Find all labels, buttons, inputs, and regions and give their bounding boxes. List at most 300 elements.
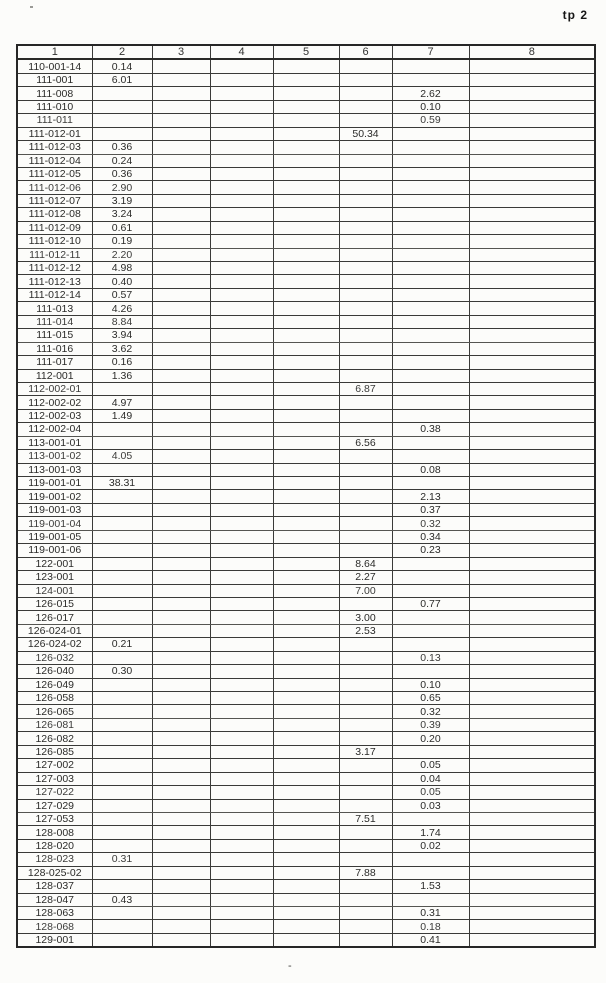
value-cell [392,194,469,207]
value-cell [469,544,595,557]
value-cell: 2.53 [339,624,392,637]
row-id-cell: 111-017 [17,356,92,369]
value-cell [273,517,339,530]
value-cell [392,382,469,395]
value-cell [339,141,392,154]
value-cell [152,181,210,194]
value-cell [273,718,339,731]
value-cell [152,208,210,221]
value-cell [469,262,595,275]
row-id-cell: 119-001-01 [17,477,92,490]
value-cell [469,557,595,570]
value-cell [210,557,273,570]
table-row [17,100,595,113]
value-cell [392,853,469,866]
row-id-cell: 112-002-01 [17,382,92,395]
value-cell [273,221,339,234]
value-cell [392,436,469,449]
row-id-cell: 111-012-07 [17,194,92,207]
value-cell [339,73,392,86]
value-cell [92,436,152,449]
value-cell [273,87,339,100]
value-cell [92,382,152,395]
value-cell [210,181,273,194]
value-cell: 0.24 [92,154,152,167]
row-id-cell: 126-017 [17,611,92,624]
value-cell [210,812,273,825]
value-cell: 1.36 [92,369,152,382]
value-cell [92,880,152,893]
value-cell [469,490,595,503]
row-id-cell: 126-024-02 [17,638,92,651]
value-cell: 0.05 [392,786,469,799]
value-cell [469,342,595,355]
row-id-cell: 111-012-10 [17,235,92,248]
row-id-cell: 111-012-08 [17,208,92,221]
value-cell [152,718,210,731]
value-cell [273,772,339,785]
value-cell [273,114,339,127]
value-cell [210,87,273,100]
value-cell [392,665,469,678]
row-id-cell: 124-001 [17,584,92,597]
table-row [17,423,595,436]
value-cell [469,275,595,288]
value-cell [273,288,339,301]
value-cell [469,678,595,691]
row-id-cell: 112-001 [17,369,92,382]
value-cell [152,678,210,691]
value-cell [339,248,392,261]
value-cell [273,315,339,328]
value-cell [273,141,339,154]
value-cell [152,154,210,167]
row-id-cell: 111-012-12 [17,262,92,275]
value-cell [210,369,273,382]
value-cell [210,799,273,812]
value-cell [210,423,273,436]
column-header-5: 5 [273,45,339,59]
value-cell [152,396,210,409]
value-cell: 6.87 [339,382,392,395]
value-cell [339,342,392,355]
row-id-cell: 111-016 [17,342,92,355]
value-cell [152,839,210,852]
value-cell [210,275,273,288]
value-cell [273,544,339,557]
column-header-2: 2 [92,45,152,59]
row-id-cell: 111-012-03 [17,141,92,154]
value-cell [339,329,392,342]
value-cell [273,705,339,718]
table-row [17,651,595,664]
row-id-cell: 110-001-14 [17,59,92,73]
table-row [17,436,595,449]
row-id-cell: 126-049 [17,678,92,691]
row-id-cell: 128-025-02 [17,866,92,879]
value-cell [339,544,392,557]
table-row [17,786,595,799]
value-cell [339,87,392,100]
value-cell [152,584,210,597]
value-cell [273,248,339,261]
table-row [17,342,595,355]
value-cell [210,127,273,140]
value-cell: 2.20 [92,248,152,261]
value-cell [469,87,595,100]
value-cell: 7.51 [339,812,392,825]
value-cell [469,100,595,113]
table-row [17,665,595,678]
value-cell [152,477,210,490]
value-cell: 3.19 [92,194,152,207]
value-cell [469,288,595,301]
value-cell [210,409,273,422]
table-row [17,409,595,422]
value-cell [469,920,595,933]
row-id-cell: 119-001-05 [17,530,92,543]
value-cell [210,114,273,127]
row-id-cell: 113-001-02 [17,450,92,463]
value-cell: 2.62 [392,87,469,100]
value-cell [92,759,152,772]
value-cell [273,235,339,248]
value-cell [469,786,595,799]
value-cell: 0.31 [92,853,152,866]
value-cell [273,933,339,947]
table-row [17,933,595,947]
value-cell: 0.10 [392,678,469,691]
value-cell [392,477,469,490]
value-cell [392,611,469,624]
value-cell [92,705,152,718]
value-cell [339,288,392,301]
table-row [17,799,595,812]
value-cell [152,812,210,825]
value-cell [210,839,273,852]
value-cell [273,678,339,691]
value-cell [210,732,273,745]
value-cell [392,624,469,637]
value-cell [210,880,273,893]
table-row [17,812,595,825]
row-id-cell: 128-047 [17,893,92,906]
value-cell: 3.94 [92,329,152,342]
value-cell [152,853,210,866]
table-row [17,396,595,409]
value-cell [152,665,210,678]
value-cell [210,718,273,731]
value-cell [210,248,273,261]
value-cell [339,167,392,180]
value-cell [273,920,339,933]
table-row [17,678,595,691]
value-cell [152,624,210,637]
row-id-cell: 119-001-06 [17,544,92,557]
value-cell [210,692,273,705]
value-cell [392,221,469,234]
value-cell [469,315,595,328]
value-cell [469,893,595,906]
table-row [17,759,595,772]
value-cell [152,745,210,758]
table-row [17,718,595,731]
row-id-cell: 126-015 [17,597,92,610]
value-cell [273,638,339,651]
value-cell [469,732,595,745]
row-id-cell: 113-001-01 [17,436,92,449]
value-cell [210,315,273,328]
value-cell [92,745,152,758]
value-cell: 4.97 [92,396,152,409]
value-cell [273,73,339,86]
value-cell [210,221,273,234]
value-cell [210,436,273,449]
row-id-cell: 122-001 [17,557,92,570]
value-cell [339,651,392,664]
value-cell [152,799,210,812]
value-cell [339,839,392,852]
row-id-cell: 111-013 [17,302,92,315]
value-cell [210,705,273,718]
value-cell: 38.31 [92,477,152,490]
table-row [17,167,595,180]
value-cell [210,100,273,113]
value-cell [92,611,152,624]
value-cell [210,194,273,207]
value-cell [392,356,469,369]
value-cell [273,624,339,637]
value-cell [210,665,273,678]
value-cell [469,624,595,637]
value-cell [273,382,339,395]
value-cell [469,826,595,839]
value-cell [339,154,392,167]
value-cell [210,517,273,530]
value-cell [392,208,469,221]
value-cell [273,571,339,584]
value-cell: 1.53 [392,880,469,893]
value-cell [92,812,152,825]
value-cell [339,893,392,906]
row-id-cell: 112-002-04 [17,423,92,436]
table-row [17,87,595,100]
value-cell [339,880,392,893]
table-row [17,114,595,127]
table-row [17,154,595,167]
value-cell [210,59,273,73]
value-cell [273,450,339,463]
value-cell [152,759,210,772]
table-row [17,907,595,920]
column-header-3: 3 [152,45,210,59]
value-cell [469,651,595,664]
value-cell [339,275,392,288]
value-cell [339,423,392,436]
value-cell [152,490,210,503]
value-cell [92,114,152,127]
row-id-cell: 111-012-09 [17,221,92,234]
value-cell [210,611,273,624]
table-row [17,692,595,705]
value-cell [273,692,339,705]
value-cell [392,584,469,597]
value-cell [469,396,595,409]
row-id-cell: 119-001-03 [17,503,92,516]
column-header-4: 4 [210,45,273,59]
value-cell [152,356,210,369]
row-id-cell: 112-002-02 [17,396,92,409]
value-cell [273,732,339,745]
value-cell [339,208,392,221]
table-row [17,530,595,543]
value-cell: 0.41 [392,933,469,947]
value-cell [339,262,392,275]
value-cell [339,369,392,382]
value-cell [469,423,595,436]
row-id-cell: 127-002 [17,759,92,772]
value-cell [469,745,595,758]
value-cell [469,584,595,597]
value-cell [92,826,152,839]
table-row [17,262,595,275]
value-cell [339,490,392,503]
value-cell [339,772,392,785]
value-cell [92,544,152,557]
table-row [17,141,595,154]
value-cell [339,597,392,610]
value-cell [210,893,273,906]
value-cell: 3.00 [339,611,392,624]
table-row [17,571,595,584]
value-cell [273,127,339,140]
value-cell [152,692,210,705]
value-cell [339,450,392,463]
scan-artifact-speck [30,6,33,8]
value-cell [92,651,152,664]
value-cell [273,342,339,355]
value-cell: 6.56 [339,436,392,449]
value-cell [469,59,595,73]
value-cell [392,127,469,140]
value-cell [392,812,469,825]
value-cell [339,665,392,678]
value-cell [152,597,210,610]
value-cell [469,866,595,879]
value-cell [152,221,210,234]
value-cell: 0.14 [92,59,152,73]
value-cell [339,396,392,409]
value-cell: 0.40 [92,275,152,288]
value-cell [469,235,595,248]
table-row [17,544,595,557]
value-cell [152,87,210,100]
value-cell [339,315,392,328]
value-cell [152,100,210,113]
value-cell [392,262,469,275]
row-id-cell: 111-008 [17,87,92,100]
value-cell [92,678,152,691]
row-id-cell: 111-012-04 [17,154,92,167]
value-cell [339,221,392,234]
value-cell [469,221,595,234]
row-id-cell: 126-032 [17,651,92,664]
value-cell [469,463,595,476]
value-cell [92,799,152,812]
value-cell [273,423,339,436]
value-cell [392,248,469,261]
value-cell [152,651,210,664]
value-cell [273,59,339,73]
table-header-row [17,45,595,59]
value-cell [152,463,210,476]
value-cell [92,933,152,947]
value-cell [273,396,339,409]
value-cell [92,624,152,637]
value-cell: 1.49 [92,409,152,422]
row-id-cell: 126-040 [17,665,92,678]
value-cell [273,839,339,852]
value-cell [210,759,273,772]
value-cell [469,933,595,947]
column-header-6: 6 [339,45,392,59]
value-cell [273,100,339,113]
value-cell [152,933,210,947]
value-cell [152,732,210,745]
row-id-cell: 111-010 [17,100,92,113]
table-row [17,772,595,785]
value-cell [152,409,210,422]
value-cell [210,933,273,947]
value-cell [469,571,595,584]
value-cell [469,530,595,543]
value-cell [392,275,469,288]
row-id-cell: 111-012-06 [17,181,92,194]
table-row [17,450,595,463]
value-cell [92,786,152,799]
value-cell: 0.10 [392,100,469,113]
row-id-cell: 127-029 [17,799,92,812]
value-cell [339,503,392,516]
value-cell [92,732,152,745]
value-cell: 0.20 [392,732,469,745]
value-cell [392,288,469,301]
row-id-cell: 123-001 [17,571,92,584]
table-row [17,275,595,288]
table-row [17,356,595,369]
value-cell: 0.34 [392,530,469,543]
row-id-cell: 126-058 [17,692,92,705]
value-cell [210,208,273,221]
value-cell [152,141,210,154]
row-id-cell: 126-065 [17,705,92,718]
value-cell [210,584,273,597]
table-row [17,288,595,301]
value-cell [273,463,339,476]
value-cell [152,329,210,342]
value-cell: 6.01 [92,73,152,86]
column-header-7: 7 [392,45,469,59]
value-cell [469,436,595,449]
value-cell [339,530,392,543]
table-row [17,477,595,490]
value-cell [339,786,392,799]
value-cell [273,557,339,570]
value-cell [152,194,210,207]
row-id-cell: 126-085 [17,745,92,758]
value-cell [469,772,595,785]
value-cell: 0.30 [92,665,152,678]
